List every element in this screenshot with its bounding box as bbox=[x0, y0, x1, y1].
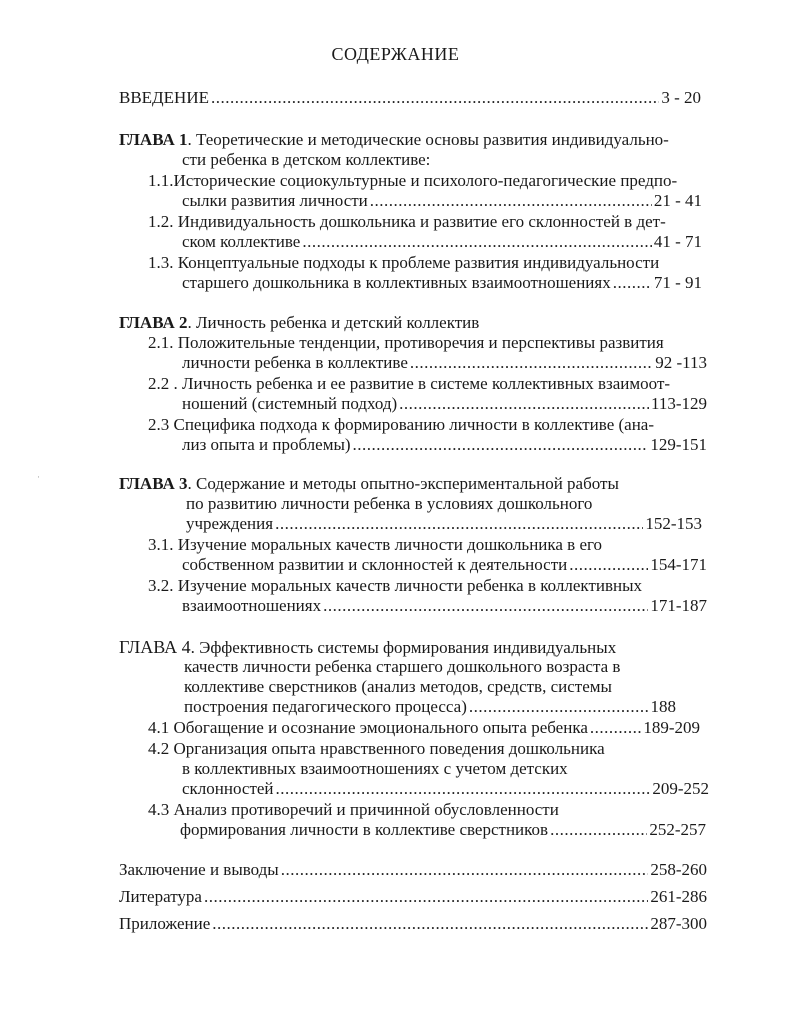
toc-page-number: 71 - 91 bbox=[653, 273, 702, 292]
leader-dots bbox=[370, 191, 652, 211]
leader-dots bbox=[399, 394, 649, 414]
leader-dots bbox=[211, 88, 659, 108]
section-2-3: 2.3 Специфика подхода к формированию личности в коллективе (ана- bbox=[148, 415, 654, 434]
chapter-head: ГЛАВА 3 bbox=[119, 474, 188, 493]
section-1-2-leader: ском коллективе ..... 41 - 71 bbox=[182, 232, 702, 252]
chapter-1-title-cont: сти ребенка в детском коллективе: bbox=[182, 150, 431, 169]
chapter-head: ГЛАВА 2 bbox=[119, 313, 188, 332]
toc-page-number: 129-151 bbox=[650, 435, 707, 454]
toc-entry-appendix: Приложение ..... 287-300 bbox=[119, 914, 707, 934]
section-4-1-leader: 4.1 Обогащение и осознание эмоционального опыта ребенка ..... 189-209 bbox=[148, 718, 700, 738]
toc-page-number: 154-171 bbox=[650, 555, 707, 574]
leader-dots bbox=[275, 514, 643, 534]
leader-dots bbox=[281, 860, 649, 880]
chapter-3-leader: учреждения ..... 152-153 bbox=[186, 514, 702, 534]
leader-dots bbox=[410, 353, 653, 373]
chapter-2-title: ГЛАВА 2. Личность ребенка и детский коллектив bbox=[119, 313, 480, 332]
toc-page-number: 188 bbox=[650, 697, 676, 716]
section-4-2-leader: склонностей ..... 209-252 bbox=[182, 779, 709, 799]
section-1-3: 1.3. Концептуальные подходы к проблеме развития индивидуальности bbox=[148, 253, 660, 272]
toc-entry-intro bbox=[119, 88, 701, 108]
section-2-1: 2.1. Положительные тенденции, противоречия и перспективы развития bbox=[148, 333, 664, 352]
leader-dots bbox=[569, 555, 648, 575]
toc-page-number: 113-129 bbox=[650, 394, 707, 413]
chapter-4-title-cont-2: коллективе сверстников (анализ методов, средств, системы bbox=[184, 677, 612, 696]
section-1-2: 1.2. Индивидуальность дошкольника и развитие его склонностей в дет- bbox=[148, 212, 666, 231]
section-2-3-leader: лиз опыта и проблемы) ..... 129-151 bbox=[182, 435, 707, 455]
section-4-2: 4.2 Организация опыта нравственного поведения дошкольника bbox=[148, 739, 605, 758]
section-2-1-leader: личности ребенка в коллективе ..... 92 -113 bbox=[182, 353, 707, 373]
leader-dots bbox=[550, 820, 647, 840]
toc-page-number: 252-257 bbox=[649, 820, 706, 839]
chapter-4-leader: построения педагогического процесса) ..... 188 bbox=[184, 697, 676, 717]
section-3-2: 3.2. Изучение моральных качеств личности ребенка в коллективных bbox=[148, 576, 643, 595]
section-4-3-leader: формирования личности в коллективе сверстников ..... 252-257 bbox=[180, 820, 706, 840]
toc-page-number: 171-187 bbox=[650, 596, 707, 615]
section-2-2: 2.2 . Личность ребенка и ее развитие в системе коллективных взаимоот- bbox=[148, 374, 671, 393]
chapter-head: ГЛАВА 1 bbox=[119, 130, 188, 149]
toc-page-number: 287-300 bbox=[650, 914, 707, 933]
chapter-1-title: ГЛАВА 1. Теоретические и методические основы развития индивидуально- bbox=[119, 130, 669, 149]
leader-dots bbox=[276, 779, 651, 799]
section-1-3-leader: старшего дошкольника в коллективных взаимоотношениях ..... 71 - 91 bbox=[182, 273, 702, 293]
toc-page-number: 189-209 bbox=[643, 718, 700, 737]
chapter-3-title: ГЛАВА 3. Содержание и методы опытно-экспериментальной работы bbox=[119, 474, 619, 493]
toc-entry-literature: Литература ..... 261-286 bbox=[119, 887, 707, 907]
toc-page-number: 152-153 bbox=[645, 514, 702, 533]
toc-page-number: 261-286 bbox=[650, 887, 707, 906]
toc-page-number: 209-252 bbox=[652, 779, 709, 798]
section-3-1-leader: собственном развитии и склонностей к деятельности ..... 154-171 bbox=[182, 555, 707, 575]
leader-dots bbox=[323, 596, 648, 616]
toc-page-number: 258-260 bbox=[650, 860, 707, 879]
toc-entry-conclusion: Заключение и выводы ..... 258-260 bbox=[119, 860, 707, 880]
leader-dots bbox=[613, 273, 652, 293]
leader-dots bbox=[302, 232, 651, 252]
chapter-4-title-cont-1: качеств личности ребенка старшего дошкольного возраста в bbox=[184, 657, 621, 676]
leader-dots bbox=[353, 435, 649, 455]
toc-page-number: 92 -113 bbox=[655, 353, 707, 372]
scan-speck: · bbox=[37, 472, 40, 482]
toc-label: ВВЕДЕНИЕ bbox=[119, 88, 209, 107]
chapter-head: ГЛАВА 4 bbox=[119, 637, 191, 657]
chapter-4-title: ГЛАВА 4. Эффективность системы формирования индивидуальных bbox=[119, 637, 617, 657]
page-title: СОДЕРЖАНИЕ bbox=[331, 44, 460, 64]
section-4-3: 4.3 Анализ противоречий и причинной обусловленности bbox=[148, 800, 559, 819]
section-1-1: 1.1.Исторические социокультурные и психолого-педагогические предпо- bbox=[148, 171, 678, 190]
leader-dots bbox=[469, 697, 649, 717]
chapter-3-title-cont: по развитию личности ребенка в условиях дошкольного bbox=[186, 494, 593, 513]
section-1-1-leader: сылки развития личности ..... 21 - 41 bbox=[182, 191, 702, 211]
section-3-1: 3.1. Изучение моральных качеств личности дошкольника в его bbox=[148, 535, 603, 554]
toc-page-number: 3 - 20 bbox=[661, 88, 701, 107]
toc-page-number: 21 - 41 bbox=[653, 191, 702, 210]
section-3-2-leader: взаимоотношениях ..... 171-187 bbox=[182, 596, 707, 616]
section-2-2-leader: ношений (системный подход) ..... 113-129 bbox=[182, 394, 707, 414]
section-4-2-cont: в коллективных взаимоотношениях с учетом детских bbox=[182, 759, 568, 778]
leader-dots bbox=[212, 914, 648, 934]
toc-page-number: 41 - 71 bbox=[653, 232, 702, 251]
leader-dots bbox=[204, 887, 648, 907]
leader-dots bbox=[590, 718, 641, 738]
